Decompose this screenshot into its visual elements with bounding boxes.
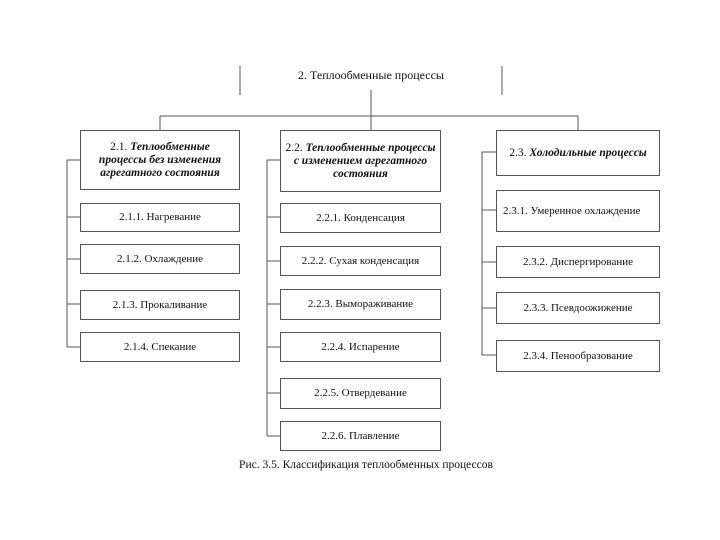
item-2-1-3: 2.1.3. Прокаливание [80,290,240,320]
item-2-2-1: 2.2.1. Конденсация [280,203,441,233]
item-2-1-4: 2.1.4. Спекание [80,332,240,362]
item-2-2-3: 2.2.3. Вымораживание [280,289,441,320]
category-2-2 [280,130,441,192]
item-2-3-1: 2.3.1. Умеренное охлаждение [496,190,660,232]
item-2-3-4: 2.3.4. Пенообразование [496,340,660,372]
root-title: 2. Теплообменные процессы [298,68,444,82]
figure-caption: Рис. 3.5. Классификация теплообменных процессов [239,459,493,471]
item-2-2-2: 2.2.2. Сухая конденсация [280,246,441,276]
category-2-3 [496,130,660,176]
category-2-1 [80,130,240,190]
category-2-3-number: 2.3. [509,146,527,159]
item-2-3-3: 2.3.3. Псевдоожижение [496,292,660,324]
item-2-1-1: 2.1.1. Нагревание [80,203,240,232]
item-2-2-5: 2.2.5. Отвердевание [280,378,441,409]
item-2-2-6: 2.2.6. Плавление [280,421,441,451]
category-2-3-title: Холодильные процессы [529,146,647,159]
category-2-2-number: 2.2. [285,141,303,154]
category-2-2-title: Теплообменные процессы с изменением агрегатного состояния [293,141,436,180]
item-2-1-2: 2.1.2. Охлаждение [80,244,240,274]
category-2-1-title: Теплообменные процессы без изменения агрегатного состояния [98,140,222,179]
category-2-1-number: 2.1. [110,140,128,153]
item-2-3-2: 2.3.2. Диспергирование [496,246,660,278]
item-2-2-4: 2.2.4. Испарение [280,332,441,362]
